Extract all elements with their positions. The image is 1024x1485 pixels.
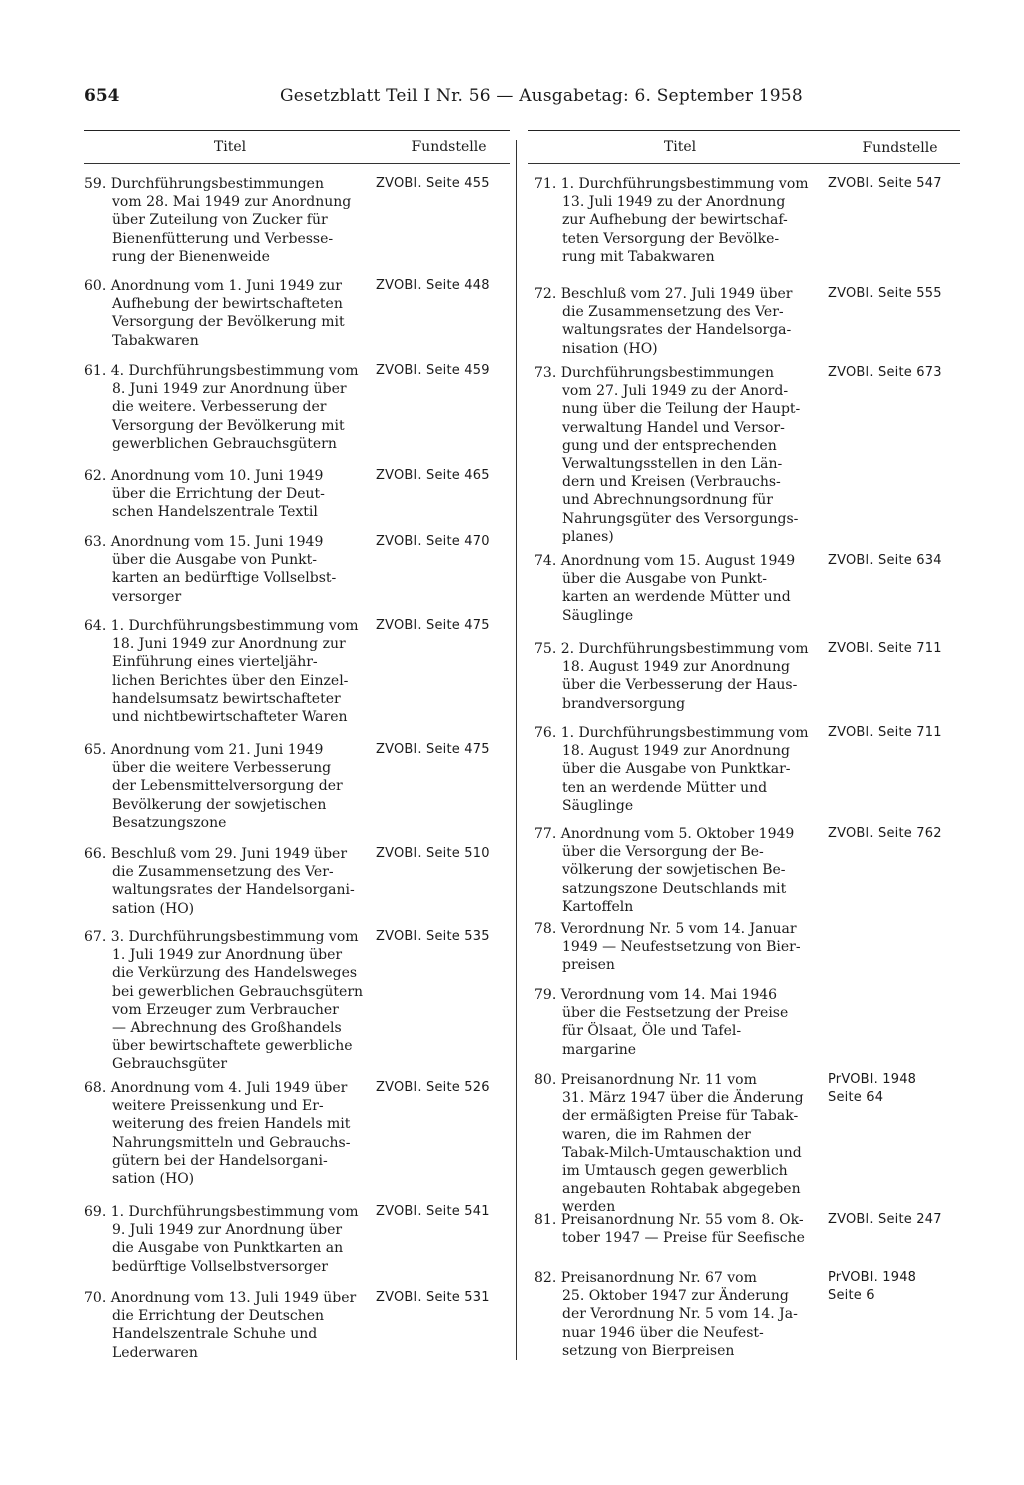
entry-title <box>84 845 374 918</box>
entry-source <box>828 825 942 843</box>
entry-line: 81. Preisanordnung Nr. 55 vom 8. Ok- <box>534 1212 804 1228</box>
right-title-header: Titel <box>663 139 697 155</box>
entry-line: 18. August 1949 zur Anordnung <box>562 659 790 676</box>
entry-line: 9. Juli 1949 zur Anordnung über <box>112 1222 343 1239</box>
entry-line: satzungszone Deutschlands mit <box>562 880 787 897</box>
source-line: ZVOBl. Seite 470 <box>376 534 490 549</box>
entry-line: 1. Juli 1949 zur Anordnung über <box>112 947 343 964</box>
entry-line: bedürftige Vollselbstversorger <box>112 1258 328 1275</box>
entry-line: 72. Beschluß vom 27. Juli 1949 über <box>534 286 793 302</box>
source-line: ZVOBl. Seite 247 <box>828 1212 942 1227</box>
entry-title <box>534 1071 820 1217</box>
left-source-header: Fundstelle <box>411 139 487 155</box>
entry-line: 60. Anordnung vom 1. Juni 1949 zur <box>84 278 342 294</box>
entry-line: nung über die Teilung der Haupt- <box>562 401 801 418</box>
entry-line: zur Aufhebung der bewirtschaf- <box>562 212 788 229</box>
entry-line: planes) <box>562 528 614 545</box>
entry-line: Nahrungsgüter des Versorgungs- <box>562 510 799 527</box>
top-rule-right <box>528 130 960 131</box>
entry-line: für Ölsaat, Öle und Tafel- <box>562 1023 742 1040</box>
entry-line: über die Versorgung der Be- <box>562 844 764 861</box>
entry-line: im Umtausch gegen gewerblich <box>562 1162 788 1179</box>
entry-line: sation (HO) <box>112 900 195 917</box>
entry-line: die weitere. Verbesserung der <box>112 399 327 416</box>
entry-line: margarine <box>562 1041 637 1058</box>
entry-title <box>84 617 374 726</box>
entry-line: 61. 4. Durchführungsbestimmung vom <box>84 363 359 379</box>
entry-line: Lederwaren <box>112 1344 198 1361</box>
entry-line: rung mit Tabakwaren <box>562 248 715 265</box>
entry-line: ten an werdende Mütter und <box>562 779 768 796</box>
entry-line: brandversorgung <box>562 695 686 712</box>
entry-source <box>376 467 490 485</box>
entry-line: verwaltung Handel und Versor- <box>562 419 785 436</box>
source-line: PrVOBl. 1948 <box>828 1072 917 1087</box>
entry-line: dern und Kreisen (Verbrauchs- <box>562 474 781 491</box>
entry-source <box>828 364 942 382</box>
entry-line: 64. 1. Durchführungsbestimmung vom <box>84 618 359 634</box>
source-line: ZVOBl. Seite 547 <box>828 176 942 191</box>
source-line: Seite 64 <box>828 1090 884 1106</box>
entry-line: Besatzungszone <box>112 814 227 831</box>
entry-title <box>534 1269 820 1360</box>
source-line: ZVOBl. Seite 526 <box>376 1080 490 1095</box>
entry-line: waltungsrates der Handelsorgani- <box>112 882 355 899</box>
entry-title <box>84 1203 374 1276</box>
entry-line: bei gewerblichen Gebrauchsgütern <box>112 983 364 1000</box>
source-line: ZVOBl. Seite 459 <box>376 363 490 378</box>
entry-line: über die weitere Verbesserung <box>112 760 332 777</box>
entry-line: nuar 1946 über die Neufest- <box>562 1324 764 1341</box>
entry-line: Tabakwaren <box>112 332 199 349</box>
entry-source <box>376 277 490 295</box>
entry-source <box>376 1203 490 1221</box>
entry-line: die Ausgabe von Punktkarten an <box>112 1240 344 1257</box>
entry-line: 63. Anordnung vom 15. Juni 1949 <box>84 534 324 550</box>
entry-title <box>534 364 820 546</box>
entry-line: Nahrungsmitteln und Gebrauchs- <box>112 1134 351 1151</box>
entry-line: 73. Durchführungsbestimmungen <box>534 365 774 381</box>
entry-source <box>828 1269 916 1305</box>
entry-line: und nichtbewirtschafteter Waren <box>112 708 348 725</box>
entry-source <box>376 362 490 380</box>
entry-source <box>376 928 490 946</box>
entry-title <box>84 277 374 350</box>
entry-title <box>534 285 820 358</box>
entry-line: vom 27. Juli 1949 zu der Anord- <box>562 383 789 400</box>
entry-source <box>376 1079 490 1097</box>
entry-line: 1949 — Neufestsetzung von Bier- <box>562 939 801 956</box>
entry-source <box>376 175 490 193</box>
entry-line: 74. Anordnung vom 15. August 1949 <box>534 553 796 569</box>
entry-line: 79. Verordnung vom 14. Mai 1946 <box>534 987 778 1003</box>
entry-line: die Verkürzung des Handelsweges <box>112 965 358 982</box>
entry-source <box>828 552 942 570</box>
entry-line: Versorgung der Bevölkerung mit <box>112 314 345 331</box>
entry-title <box>84 928 374 1074</box>
entry-title <box>534 724 820 815</box>
source-line: ZVOBl. Seite 531 <box>376 1290 490 1305</box>
entry-source <box>376 1289 490 1307</box>
entry-line: über Zuteilung von Zucker für <box>112 212 328 229</box>
entry-line: Handelszentrale Schuhe und <box>112 1326 318 1343</box>
source-line: PrVOBl. 1948 <box>828 1270 917 1285</box>
source-line: ZVOBl. Seite 475 <box>376 618 490 633</box>
entry-source <box>376 533 490 551</box>
entry-line: Versorgung der Bevölkerung mit <box>112 417 345 434</box>
entry-line: 70. Anordnung vom 13. Juli 1949 über <box>84 1290 357 1306</box>
entry-line: 69. 1. Durchführungsbestimmung vom <box>84 1204 359 1220</box>
entry-line: preisen <box>562 957 615 974</box>
entry-line: gewerblichen Gebrauchsgütern <box>112 435 337 452</box>
top-rule-left <box>84 130 510 131</box>
source-line: ZVOBl. Seite 711 <box>828 725 942 740</box>
entry-line: über die Errichtung der Deut- <box>112 486 325 503</box>
entry-line: 67. 3. Durchführungsbestimmung vom <box>84 929 359 945</box>
entry-line: 82. Preisanordnung Nr. 67 vom <box>534 1270 757 1286</box>
entry-line: nisation (HO) <box>562 340 658 357</box>
right-source-header: Fundstelle <box>862 140 938 156</box>
entry-line: lichen Berichtes über den Einzel- <box>112 672 349 689</box>
entry-title <box>534 825 820 916</box>
source-line: ZVOBl. Seite 711 <box>828 641 942 656</box>
entry-title <box>534 175 820 266</box>
entry-line: der Lebensmittelversorgung der <box>112 778 343 795</box>
entry-line: setzung von Bierpreisen <box>562 1342 735 1359</box>
entry-line: über die Verbesserung der Haus- <box>562 677 798 694</box>
source-line: ZVOBl. Seite 455 <box>376 176 490 191</box>
entry-line: 18. August 1949 zur Anordnung <box>562 743 790 760</box>
entry-line: der ermäßigten Preise für Tabak- <box>562 1108 799 1125</box>
running-title: Gesetzblatt Teil I Nr. 56 — Ausgabetag: 6. September 1958 <box>280 86 803 106</box>
entry-line: tober 1947 — Preise für Seefische <box>562 1230 805 1247</box>
entry-source <box>828 640 942 658</box>
entry-line: 59. Durchführungsbestimmungen <box>84 176 324 192</box>
entry-line: vom Erzeuger zum Verbraucher <box>112 1001 339 1018</box>
entry-line: Säuglinge <box>562 797 634 814</box>
entry-title <box>84 175 374 266</box>
entry-line: 78. Verordnung Nr. 5 vom 14. Januar <box>534 921 797 937</box>
entry-title <box>534 640 820 713</box>
entry-line: Gebrauchsgüter <box>112 1056 228 1073</box>
source-line: ZVOBl. Seite 448 <box>376 278 490 293</box>
entry-line: rung der Bienenweide <box>112 248 270 265</box>
entry-line: 62. Anordnung vom 10. Juni 1949 <box>84 468 324 484</box>
entry-line: 68. Anordnung vom 4. Juli 1949 über <box>84 1080 348 1096</box>
entry-line: über die Ausgabe von Punkt- <box>562 571 767 588</box>
entry-title <box>84 1289 374 1362</box>
source-line: ZVOBl. Seite 555 <box>828 286 942 301</box>
entry-line: weiterung des freien Handels mit <box>112 1116 351 1133</box>
source-line: ZVOBl. Seite 673 <box>828 365 942 380</box>
source-line: ZVOBl. Seite 535 <box>376 929 490 944</box>
entry-line: waltungsrates der Handelsorga- <box>562 322 792 339</box>
header-rule-right <box>528 163 960 164</box>
entry-line: über bewirtschaftete gewerbliche <box>112 1038 353 1055</box>
entry-line: Bevölkerung der sowjetischen <box>112 796 327 813</box>
entry-source <box>828 724 942 742</box>
entry-line: Aufhebung der bewirtschafteten <box>112 296 343 313</box>
entry-source <box>828 285 942 303</box>
entry-line: über die Ausgabe von Punktkar- <box>562 761 791 778</box>
entry-line: 25. Oktober 1947 zur Änderung <box>562 1288 789 1305</box>
entry-line: Säuglinge <box>562 607 634 624</box>
entry-title <box>534 552 820 625</box>
source-line: ZVOBl. Seite 634 <box>828 553 942 568</box>
entry-line: 77. Anordnung vom 5. Oktober 1949 <box>534 826 795 842</box>
entry-line: werden <box>562 1199 616 1216</box>
entry-line: Bienenfütterung und Verbesse- <box>112 230 334 247</box>
entry-line: Tabak-Milch-Umtauschaktion und <box>562 1144 802 1161</box>
entry-source <box>828 1211 942 1229</box>
entry-line: 71. 1. Durchführungsbestimmung vom <box>534 176 809 192</box>
entry-line: gütern bei der Handelsorgani- <box>112 1152 328 1169</box>
entry-title <box>84 1079 374 1188</box>
entry-line: waren, die im Rahmen der <box>562 1126 751 1143</box>
entry-line: über die Ausgabe von Punkt- <box>112 552 317 569</box>
source-line: ZVOBl. Seite 762 <box>828 826 942 841</box>
entry-line: — Abrechnung des Großhandels <box>112 1019 342 1036</box>
entry-line: teten Versorgung der Bevölke- <box>562 230 780 247</box>
entry-line: 18. Juni 1949 zur Anordnung zur <box>112 636 346 653</box>
page-number: 654 <box>84 86 120 106</box>
source-line: ZVOBl. Seite 541 <box>376 1204 490 1219</box>
entry-line: vom 28. Mai 1949 zur Anordnung <box>112 194 352 211</box>
page-header <box>84 84 956 114</box>
entry-title <box>84 467 374 522</box>
entry-line: versorger <box>112 588 182 605</box>
entry-line: 75. 2. Durchführungsbestimmung vom <box>534 641 809 657</box>
entry-line: die Zusammensetzung des Ver- <box>112 864 334 881</box>
source-line: ZVOBl. Seite 475 <box>376 742 490 757</box>
entry-line: der Verordnung Nr. 5 vom 14. Ja- <box>562 1306 798 1323</box>
entry-line: die Errichtung der Deutschen <box>112 1308 325 1325</box>
entry-line: 8. Juni 1949 zur Anordnung über <box>112 381 347 398</box>
entry-line: Verwaltungsstellen in den Län- <box>562 455 783 472</box>
source-line: Seite 6 <box>828 1288 875 1304</box>
entry-line: 31. März 1947 über die Änderung <box>562 1090 804 1107</box>
entry-line: und Abrechnungsordnung für <box>562 492 773 509</box>
left-title-header: Titel <box>213 139 247 155</box>
entry-source <box>376 845 490 863</box>
entry-line: weitere Preissenkung und Er- <box>112 1098 324 1115</box>
entry-source <box>376 741 490 759</box>
entry-title <box>534 986 820 1059</box>
entry-line: über die Festsetzung der Preise <box>562 1005 789 1022</box>
entry-line: Kartoffeln <box>562 898 634 915</box>
entry-source <box>828 1071 916 1107</box>
entry-title <box>84 533 374 606</box>
entry-source <box>376 617 490 635</box>
entry-line: die Zusammensetzung des Ver- <box>562 304 784 321</box>
column-divider <box>516 140 517 1360</box>
entry-line: 66. Beschluß vom 29. Juni 1949 über <box>84 846 348 862</box>
entry-line: völkerung der sowjetischen Be- <box>562 862 786 879</box>
entry-line: sation (HO) <box>112 1170 195 1187</box>
source-line: ZVOBl. Seite 510 <box>376 846 490 861</box>
header-rule-left <box>84 163 510 164</box>
entry-line: Einführung eines vierteljähr- <box>112 654 318 671</box>
entry-title <box>534 1211 820 1247</box>
entry-line: handelsumsatz bewirtschafteter <box>112 690 341 707</box>
entry-source <box>828 175 942 193</box>
entry-line: schen Handelszentrale Textil <box>112 504 318 521</box>
entry-title <box>534 920 820 975</box>
entry-line: 13. Juli 1949 zu der Anordnung <box>562 194 786 211</box>
entry-line: 76. 1. Durchführungsbestimmung vom <box>534 725 809 741</box>
entry-title <box>84 362 374 453</box>
entry-line: gung und der entsprechenden <box>562 437 777 454</box>
entry-title <box>84 741 374 832</box>
entry-line: 65. Anordnung vom 21. Juni 1949 <box>84 742 324 758</box>
entry-line: karten an werdende Mütter und <box>562 589 791 606</box>
source-line: ZVOBl. Seite 465 <box>376 468 490 483</box>
entry-line: 80. Preisanordnung Nr. 11 vom <box>534 1072 757 1088</box>
entry-line: karten an bedürftige Vollselbst- <box>112 570 337 587</box>
entry-line: angebauten Rohtabak abgegeben <box>562 1181 801 1198</box>
